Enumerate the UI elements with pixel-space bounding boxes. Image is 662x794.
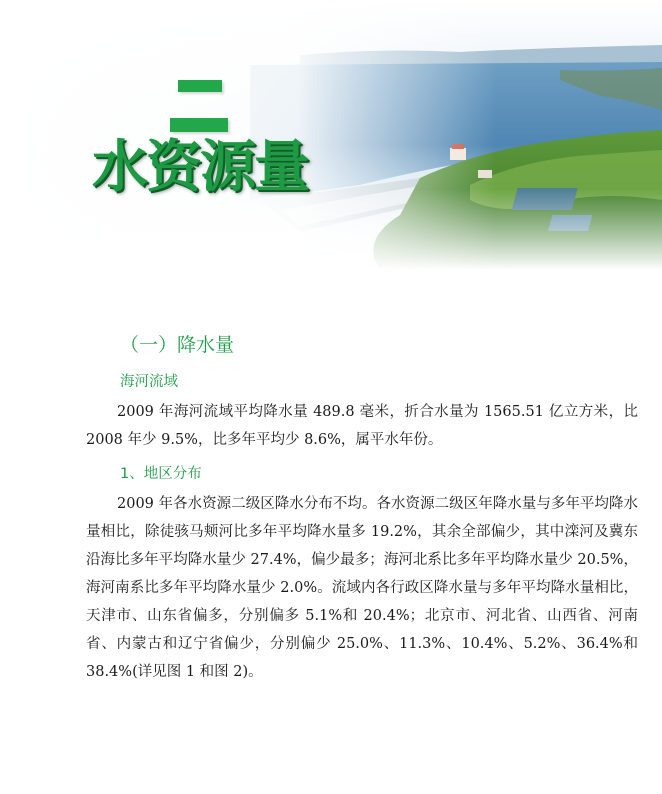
basin-heading: 海河流域 bbox=[120, 374, 178, 390]
sub-heading: 1、地区分布 bbox=[120, 466, 202, 482]
chapter-number-glyph bbox=[170, 78, 230, 138]
chapter-title: 水资源量 bbox=[92, 135, 308, 200]
chapter-number-stroke-bottom bbox=[170, 118, 228, 132]
distribution-paragraph-text: 2009 年各水资源二级区降水分布不均。各水资源二级区年降水量与多年平均降水量相比，除徒骇马颊河比多年平均降水量多 19.2%，其余全部偏少，其中滦河及冀东沿海比多年平均降水量少 27.4%，偏少最多；海河北系比多年平均降水量少 20.5%，海河南系比多年平均降水量少 2.0%。流域内各行政区降水量与多年平均降水量相比，天津市、山东省偏多，分别偏多 5.1%和 20.4%；北京市、河北省、山西省、河南省、内蒙古和辽宁省偏少，分别偏少 25.0%、11.3%、10.4%、5.2%、36.4%和 38.4%(详见图 1 和图 2)。 bbox=[86, 496, 638, 680]
section-heading: （一）降水量 bbox=[120, 334, 235, 356]
basin-paragraph-text: 2009 年海河流域平均降水量 489.8 毫米，折合水量为 1565.51 亿立方米，比 2008 年少 9.5%，比多年平均少 8.6%，属平水年份。 bbox=[86, 404, 638, 448]
chapter-number-stroke-top bbox=[178, 80, 222, 92]
basin-paragraph bbox=[86, 398, 638, 454]
distribution-paragraph bbox=[86, 490, 638, 686]
header-banner bbox=[0, 0, 662, 270]
